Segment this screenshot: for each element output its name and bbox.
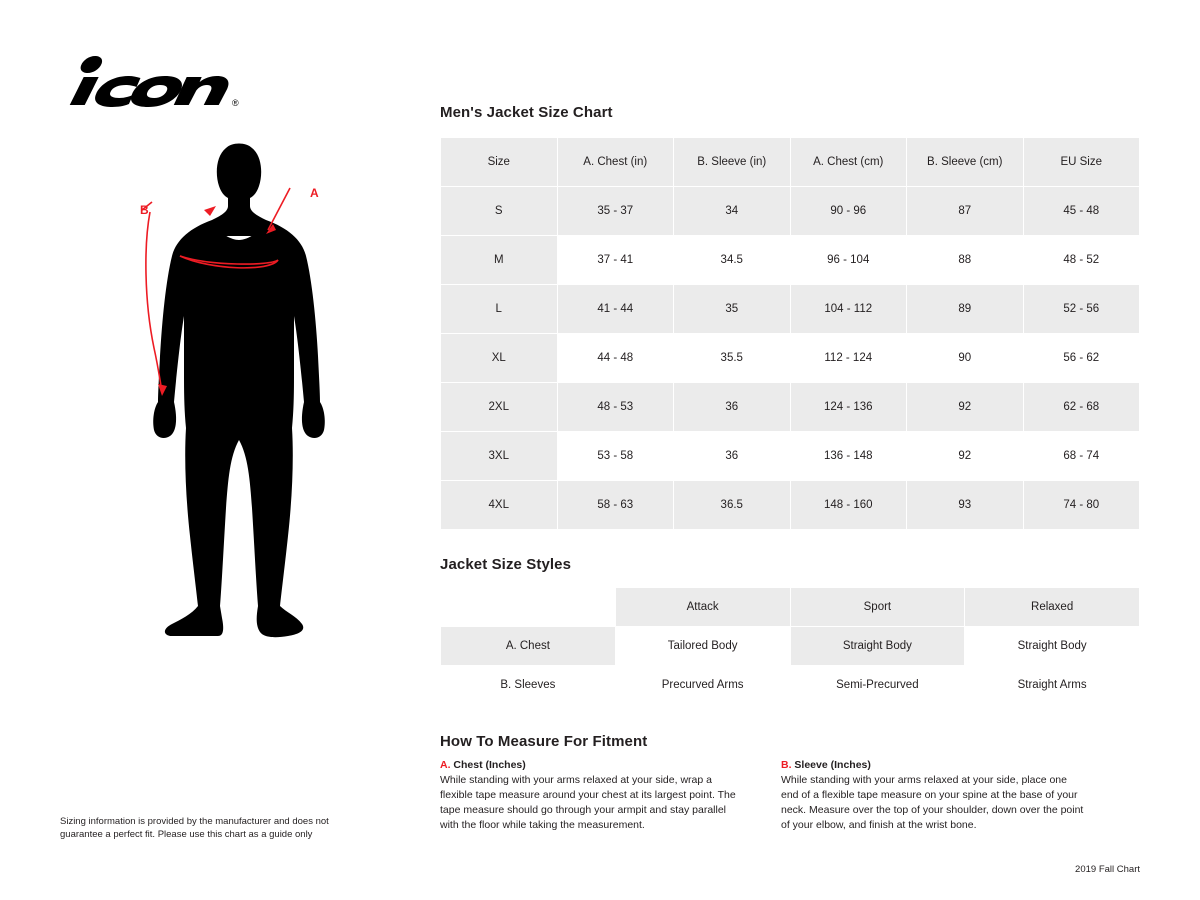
table-row <box>441 481 1140 530</box>
callout-label-b: B <box>140 203 149 217</box>
table-cell: 45 - 48 <box>1023 187 1140 236</box>
measure-item-sleeve <box>781 759 1086 833</box>
styles-column-header: Sport <box>790 588 965 627</box>
measure-sleeve-heading <box>781 759 1086 771</box>
column-header: EU Size <box>1023 138 1140 187</box>
styles-column-header: Attack <box>615 588 790 627</box>
styles-cell: Semi-Precurved <box>790 666 965 705</box>
table-cell: 62 - 68 <box>1023 383 1140 432</box>
table-cell: 90 - 96 <box>790 187 907 236</box>
table-cell: XL <box>441 334 558 383</box>
table-cell: 92 <box>907 432 1024 481</box>
measure-chest-letter: A. <box>440 759 451 771</box>
table-cell: 93 <box>907 481 1024 530</box>
table-row <box>441 432 1140 481</box>
body-measurement-figure <box>120 140 380 640</box>
styles-cell: Straight Body <box>790 627 965 666</box>
logo-registered-mark: ® <box>232 98 239 108</box>
styles-row <box>441 627 1140 666</box>
table-row <box>441 334 1140 383</box>
table-header-row <box>441 138 1140 187</box>
styles-corner-cell <box>441 588 616 627</box>
male-silhouette <box>153 144 325 638</box>
how-to-measure-section <box>440 759 1140 833</box>
column-header: A. Chest (in) <box>557 138 674 187</box>
size-chart-title: Men's Jacket Size Chart <box>440 104 613 121</box>
styles-row <box>441 666 1140 705</box>
measure-sleeve-heading-text: Sleeve (Inches) <box>794 759 871 771</box>
measure-item-chest <box>440 759 745 833</box>
table-cell: 68 - 74 <box>1023 432 1140 481</box>
table-cell: 3XL <box>441 432 558 481</box>
table-cell: 90 <box>907 334 1024 383</box>
how-to-measure-title: How To Measure For Fitment <box>440 733 648 750</box>
styles-column-header: Relaxed <box>965 588 1140 627</box>
styles-cell: Tailored Body <box>615 627 790 666</box>
table-cell: 53 - 58 <box>557 432 674 481</box>
measure-sleeve-text: While standing with your arms relaxed at your side, place one end of a flexible tape measure on your spine at the base of your neck. Measure over the top of your shoulder, down over the point of your elbow, and finish at the wrist bone. <box>781 774 1084 831</box>
column-header: B. Sleeve (in) <box>674 138 791 187</box>
brand-logo <box>60 52 245 107</box>
styles-row-label: B. Sleeves <box>441 666 616 705</box>
styles-header-row <box>441 588 1140 627</box>
column-header: A. Chest (cm) <box>790 138 907 187</box>
table-cell: 35 <box>674 285 791 334</box>
table-cell: 92 <box>907 383 1024 432</box>
table-cell: 136 - 148 <box>790 432 907 481</box>
table-cell: 56 - 62 <box>1023 334 1140 383</box>
charts-column <box>440 104 1140 833</box>
styles-cell: Straight Arms <box>965 666 1140 705</box>
table-cell: L <box>441 285 558 334</box>
table-cell: 52 - 56 <box>1023 285 1140 334</box>
table-cell: M <box>441 236 558 285</box>
table-cell: 36.5 <box>674 481 791 530</box>
table-row <box>441 285 1140 334</box>
measure-chest-text: While standing with your arms relaxed at your side, wrap a flexible tape measure around your chest at its largest point. The tape measure should go through your armpit and stay parallel with the floor while taking the measurement. <box>440 774 736 831</box>
table-cell: 41 - 44 <box>557 285 674 334</box>
table-cell: 58 - 63 <box>557 481 674 530</box>
table-cell: 36 <box>674 432 791 481</box>
table-cell: 48 - 53 <box>557 383 674 432</box>
styles-cell: Straight Body <box>965 627 1140 666</box>
table-cell: 88 <box>907 236 1024 285</box>
table-cell: 74 - 80 <box>1023 481 1140 530</box>
table-cell: 89 <box>907 285 1024 334</box>
footer-chart-season: 2019 Fall Chart <box>1075 864 1140 875</box>
table-cell: 35 - 37 <box>557 187 674 236</box>
size-chart-table <box>440 137 1140 530</box>
column-header: Size <box>441 138 558 187</box>
table-cell: 44 - 48 <box>557 334 674 383</box>
measure-chest-heading-text: Chest (Inches) <box>453 759 526 771</box>
styles-cell: Precurved Arms <box>615 666 790 705</box>
table-cell: 48 - 52 <box>1023 236 1140 285</box>
table-cell: 87 <box>907 187 1024 236</box>
table-cell: 4XL <box>441 481 558 530</box>
callout-label-a: A <box>310 186 319 200</box>
table-cell: 35.5 <box>674 334 791 383</box>
table-cell: S <box>441 187 558 236</box>
table-row <box>441 187 1140 236</box>
table-cell: 148 - 160 <box>790 481 907 530</box>
styles-row-label: A. Chest <box>441 627 616 666</box>
styles-table <box>440 587 1140 705</box>
column-header: B. Sleeve (cm) <box>907 138 1024 187</box>
table-cell: 96 - 104 <box>790 236 907 285</box>
table-cell: 37 - 41 <box>557 236 674 285</box>
table-cell: 34 <box>674 187 791 236</box>
sizing-disclaimer: Sizing information is provided by the manufacturer and does not guarantee a perfect fit. Please use this chart as a guide only <box>60 816 329 840</box>
measure-sleeve-letter: B. <box>781 759 792 771</box>
table-cell: 34.5 <box>674 236 791 285</box>
table-cell: 112 - 124 <box>790 334 907 383</box>
styles-chart-title: Jacket Size Styles <box>440 556 572 573</box>
measure-chest-heading <box>440 759 745 771</box>
table-cell: 104 - 112 <box>790 285 907 334</box>
table-cell: 36 <box>674 383 791 432</box>
table-row <box>441 383 1140 432</box>
table-cell: 124 - 136 <box>790 383 907 432</box>
table-row <box>441 236 1140 285</box>
table-cell: 2XL <box>441 383 558 432</box>
